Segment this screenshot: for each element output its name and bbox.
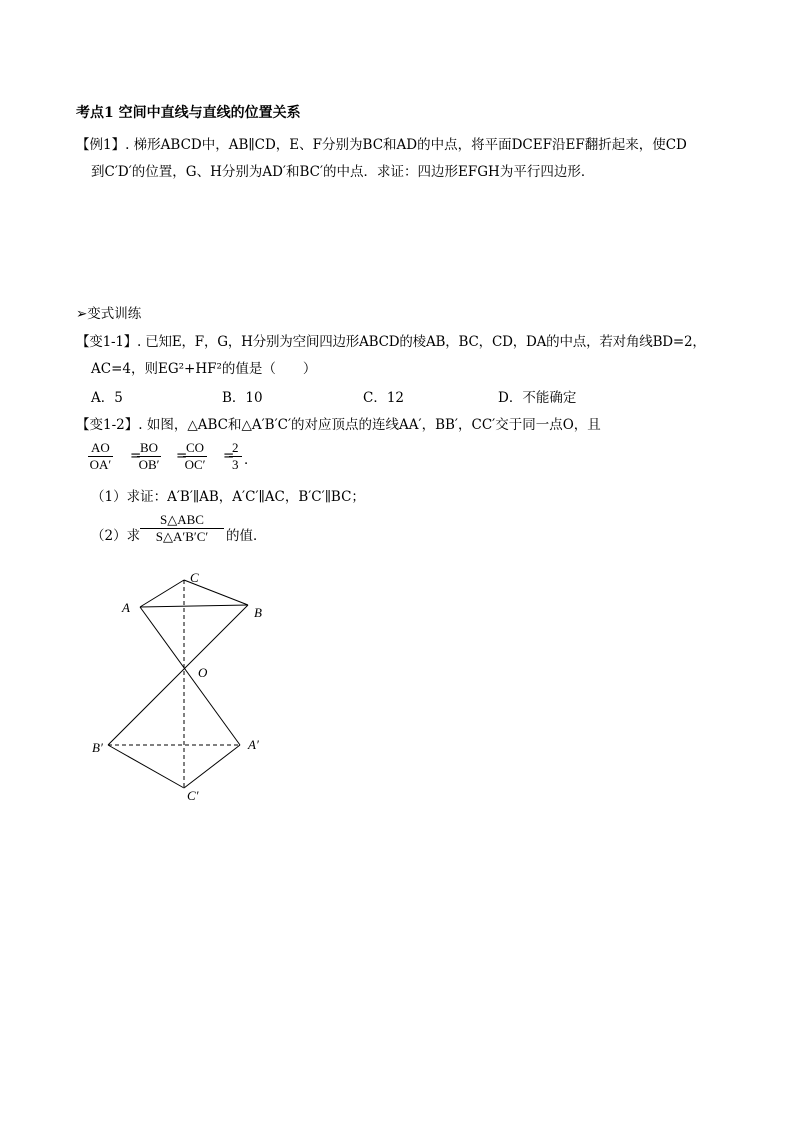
option-d: D．不能确定 [498, 390, 577, 406]
v12-part2-prefix: （2）求 [91, 528, 141, 544]
segment-ab [140, 605, 248, 607]
v12-line1: 【变1-2】. 如图，△ABC和△A′B′C′的对应顶点的连线AA′，BB′，CC′交于同一点O，且 [76, 417, 601, 433]
v12-part2-suffix: 的值． [226, 528, 267, 544]
label-a-prime: A′ [248, 737, 259, 752]
label-o: O [198, 665, 208, 680]
area-ratio: S△ABC S△A′B′C′ [140, 512, 224, 545]
ratio-co: CO OC′ [184, 440, 206, 472]
equals: = [223, 448, 235, 464]
ratio-ao: AO OA′ [89, 440, 112, 472]
example1-line2: 到C′D′的位置，G、H分别为AD′和BC′的中点．求证：四边形EFGH为平行四边形． [91, 164, 595, 180]
label-c-prime: C′ [187, 788, 199, 803]
v12-part1: （1）求证：A′B′∥AB，A′C′∥AC，B′C′∥BC； [91, 489, 365, 505]
v11-line2: AC=4，则EG²+HF²的值是（ ） [91, 361, 317, 377]
option-c: C．12 [363, 390, 405, 406]
label-c: C [190, 570, 199, 585]
segment-ac [140, 580, 184, 607]
label-b: B [254, 605, 262, 620]
ratio-value: 2 3 [229, 440, 242, 473]
segment-bb1 [108, 605, 248, 745]
label-a: A [122, 600, 130, 615]
training-header: ➢变式训练 [76, 306, 142, 322]
ratio-bo: BO OB′ [138, 440, 160, 472]
segment-b1c1 [108, 745, 184, 788]
equals: = [130, 448, 142, 464]
period: ． [244, 452, 258, 468]
section-title: 考点1 空间中直线与直线的位置关系 [76, 105, 301, 121]
segment-a1c1 [184, 745, 240, 788]
option-a: A．5 [91, 390, 123, 406]
equals: = [176, 448, 188, 464]
option-b: B．10 [222, 390, 263, 406]
v11-line1: 【变1-1】. 已知E，F，G，H分别为空间四边形ABCD的棱AB，BC，CD，DA的中点，若对角线BD=2， [76, 334, 706, 350]
label-b-prime: B′ [92, 740, 103, 755]
example1-line1: 【例1】. 梯形ABCD中，AB∥CD，E、F分别为BC和AD的中点，将平面DCEF沿EF翻折起来，使CD [76, 137, 687, 153]
